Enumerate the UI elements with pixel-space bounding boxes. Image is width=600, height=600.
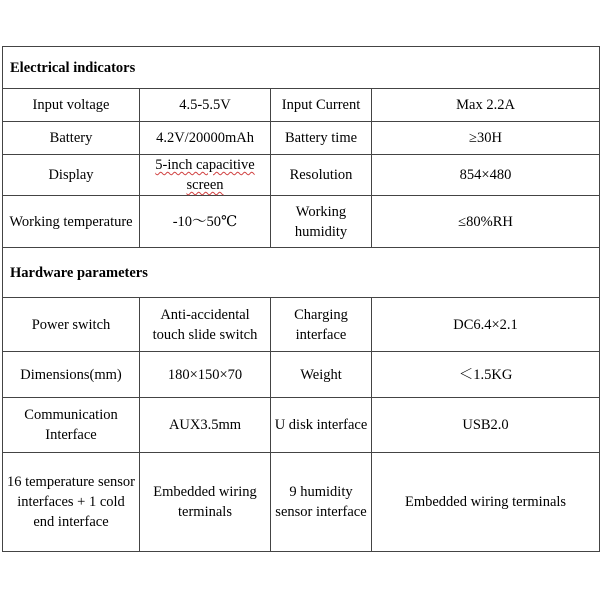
param-label: Weight	[271, 352, 372, 398]
param-label: Power switch	[3, 298, 140, 352]
param-value: DC6.4×2.1	[372, 298, 600, 352]
table-row	[3, 122, 600, 155]
section-header-row	[3, 248, 600, 298]
table-row	[3, 453, 600, 552]
table-row	[3, 352, 600, 398]
param-value: -10～50℃	[140, 196, 271, 248]
param-label: Dimensions(mm)	[3, 352, 140, 398]
param-label: Battery	[3, 122, 140, 155]
display-value-text: 5-inch capacitive screen	[155, 157, 255, 193]
spec-table	[2, 46, 600, 552]
param-label: Communication Interface	[3, 398, 140, 453]
table-row	[3, 298, 600, 352]
param-value: Anti-accidental touch slide switch	[140, 298, 271, 352]
param-value: 4.5-5.5V	[140, 89, 271, 122]
table-row	[3, 89, 600, 122]
section-title-electrical: Electrical indicators	[3, 47, 600, 89]
param-value: ≤80%RH	[372, 196, 600, 248]
param-value: AUX3.5mm	[140, 398, 271, 453]
param-label: Display	[3, 155, 140, 196]
param-label: Working humidity	[271, 196, 372, 248]
table-row	[3, 398, 600, 453]
param-value: Max 2.2A	[372, 89, 600, 122]
param-label: Input voltage	[3, 89, 140, 122]
param-label: U disk interface	[271, 398, 372, 453]
param-label: Resolution	[271, 155, 372, 196]
param-value: 854×480	[372, 155, 600, 196]
param-value: USB2.0	[372, 398, 600, 453]
param-label: Input Current	[271, 89, 372, 122]
param-label: Working temperature	[3, 196, 140, 248]
param-label: 9 humidity sensor interface	[271, 453, 372, 552]
section-header-row	[3, 47, 600, 89]
param-label: Battery time	[271, 122, 372, 155]
param-label: 16 temperature sensor interfaces + 1 cold end interface	[3, 453, 140, 552]
param-value: Embedded wiring terminals	[372, 453, 600, 552]
param-value: ＜1.5KG	[372, 352, 600, 398]
param-value	[140, 155, 271, 196]
param-value: Embedded wiring terminals	[140, 453, 271, 552]
param-value: 4.2V/20000mAh	[140, 122, 271, 155]
param-value: ≥30H	[372, 122, 600, 155]
param-label: Charging interface	[271, 298, 372, 352]
param-value: 180×150×70	[140, 352, 271, 398]
table-row	[3, 155, 600, 196]
table-row	[3, 196, 600, 248]
section-title-hardware: Hardware parameters	[3, 248, 600, 298]
